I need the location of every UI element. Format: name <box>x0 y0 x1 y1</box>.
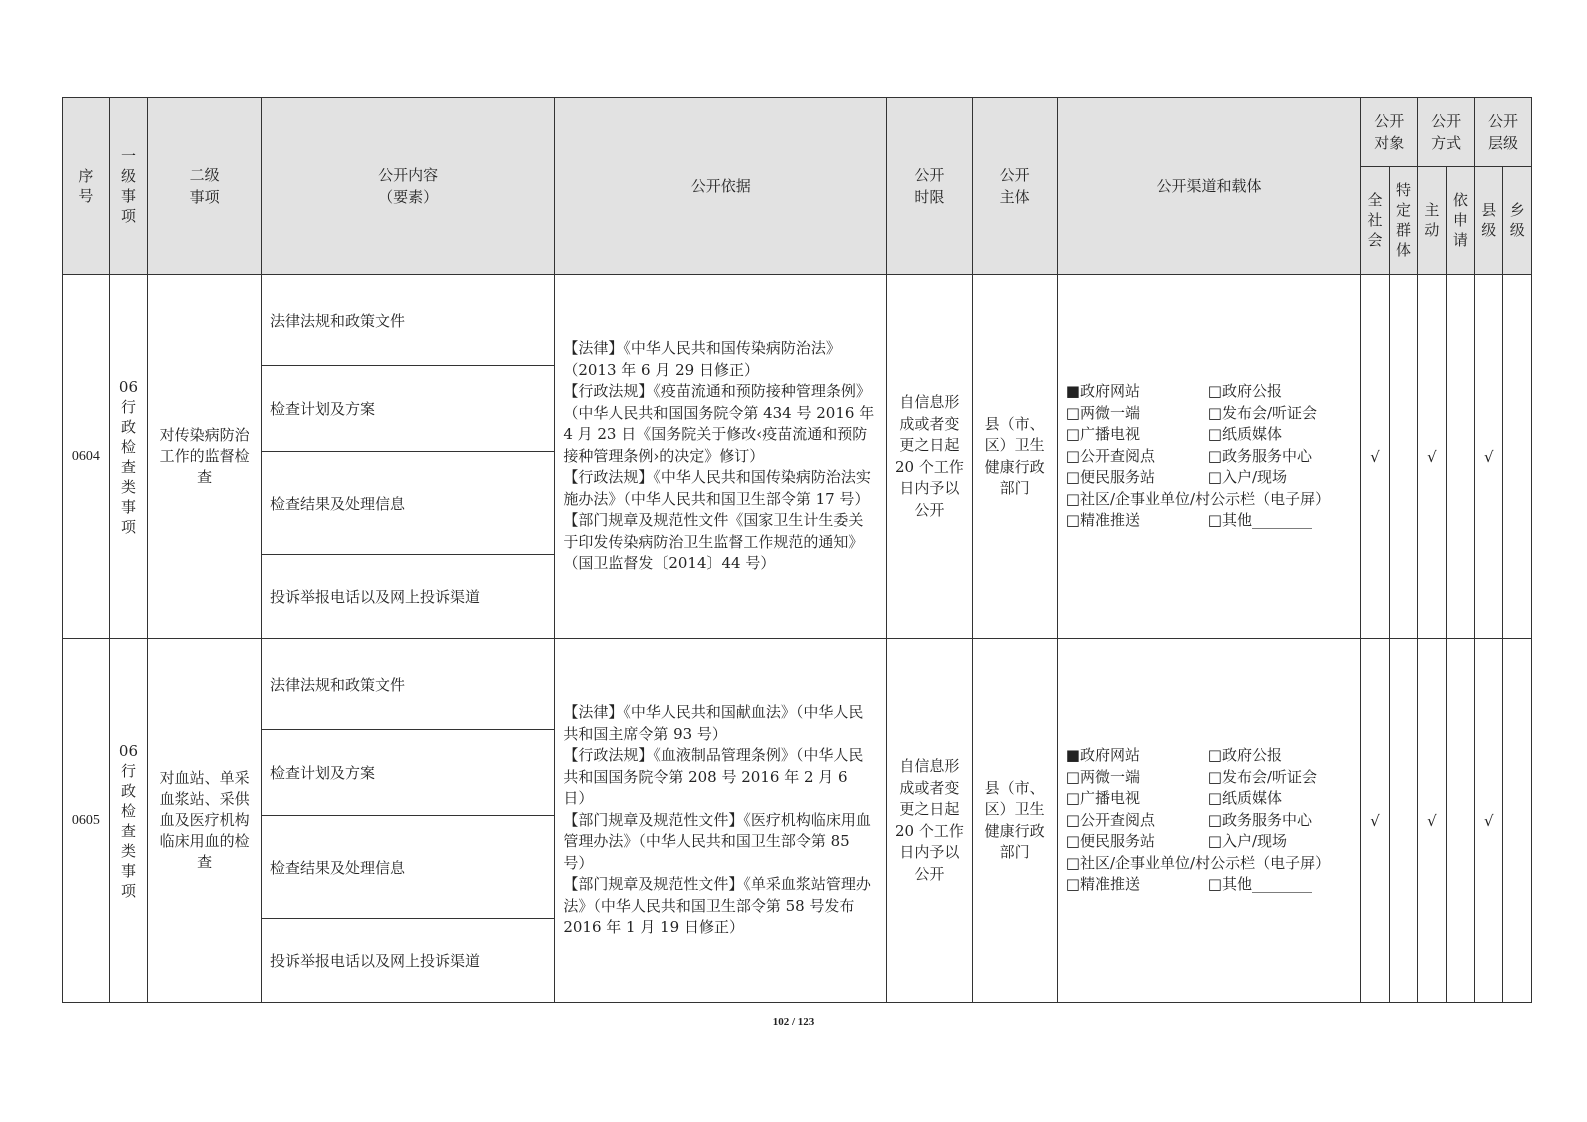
mark-township <box>1503 639 1532 1003</box>
header-basis: 公开依据 <box>555 98 887 275</box>
row-level2: 对血站、单采血浆站、采供血及医疗机构临床用血的检查 <box>148 639 262 1003</box>
header-on-request: 依申请 <box>1446 167 1474 275</box>
channel-option: □政府公报 <box>1207 382 1282 401</box>
channel-option: □入户/现场 <box>1207 832 1288 851</box>
mark-specific-group <box>1389 639 1417 1003</box>
header-object-group: 公开 对象 <box>1361 98 1418 167</box>
channel-option: □广播电视 <box>1065 425 1140 444</box>
page-number: 102 / 123 <box>772 1016 815 1028</box>
mark-all-society: √ <box>1361 275 1389 639</box>
content-item: 法律法规和政策文件 <box>261 275 554 366</box>
channel-option: □精准推送 <box>1065 511 1140 530</box>
content-item: 检查结果及处理信息 <box>261 452 554 555</box>
channel-option: □政务服务中心 <box>1207 810 1312 829</box>
mark-active: √ <box>1418 275 1446 639</box>
disclosure-table <box>62 97 1532 1003</box>
row-subject: 县（市、区）卫生健康行政部门 <box>972 275 1057 639</box>
mark-on-request <box>1446 639 1474 1003</box>
header-method-group: 公开 方式 <box>1418 98 1475 167</box>
mark-specific-group <box>1389 275 1417 639</box>
basis-text: 【法律】《中华人民共和国传染病防治法》（2013 年 6 月 29 日修正） 【行政法规】《疫苗流通和预防接种管理条例》（中华人民共和国国务院令第 434 号 2016 年 4 月 23 日《国务院关于修改‹疫苗流通和预防接种管理条例›的决定》修订） 【行政法规】《中华人民共和国传染病防治法实施办法》（中华人民共和国卫生部令第 17 号） 【部门规章及规范性文件《国家卫生计生委关于印发传染病防治卫生监督工作规范的通知》（国卫监督发〔2014〕44 号） <box>563 339 875 573</box>
row-level1: 06 行政检查类事项 <box>109 639 148 1003</box>
header-level-group: 公开 层级 <box>1475 98 1532 167</box>
content-item: 检查计划及方案 <box>261 730 554 816</box>
channel-option: □广播电视 <box>1065 789 1140 808</box>
row-channels <box>1057 275 1361 639</box>
header-all-society: 全社会 <box>1361 167 1389 275</box>
content-item: 检查结果及处理信息 <box>261 816 554 919</box>
channel-option: □发布会/听证会 <box>1207 767 1318 786</box>
channel-option: □政务服务中心 <box>1207 446 1312 465</box>
channel-option: □便民服务站 <box>1065 832 1155 851</box>
header-time-limit: 公开 时限 <box>887 98 972 275</box>
header-county: 县级 <box>1475 167 1503 275</box>
row-basis <box>555 639 887 1003</box>
basis-text: 【法律】《中华人民共和国献血法》（中华人民共和国主席令第 93 号） 【行政法规】《血液制品管理条例》（中华人民共和国国务院令第 208 号 2016 年 2 月 6 日） 【部门规章及规范性文件】《医疗机构临床用血管理办法》（中华人民共和国卫生部令第 85 号） 【部门规章及规范性文件】《单采血浆站管理办法》（中华人民共和国卫生部令第 58 号发布 2016 年 1 月 19 日修正） <box>563 703 871 937</box>
mark-county: √ <box>1475 639 1503 1003</box>
row-channels <box>1057 639 1361 1003</box>
row-level2: 对传染病防治工作的监督检查 <box>148 275 262 639</box>
channel-option: □其他________ <box>1207 875 1312 894</box>
channel-option: □社区/企事业单位/村公示栏（电子屏） <box>1065 489 1331 508</box>
row-seq: 0604 <box>63 275 110 639</box>
channel-option: □两微一端 <box>1065 403 1140 422</box>
table-row <box>63 639 1532 730</box>
mark-on-request <box>1446 275 1474 639</box>
row-subject: 县（市、区）卫生健康行政部门 <box>972 639 1057 1003</box>
header-specific-group: 特定群体 <box>1389 167 1417 275</box>
row-level1: 06 行政检查类事项 <box>109 275 148 639</box>
row-time-limit: 自信息形成或者变更之日起 20 个工作日内予以公开 <box>887 275 972 639</box>
header-level2: 二级 事项 <box>148 98 262 275</box>
channel-option: □纸质媒体 <box>1207 425 1282 444</box>
channel-option: □两微一端 <box>1065 767 1140 786</box>
header-active: 主动 <box>1418 167 1446 275</box>
channel-option: □入户/现场 <box>1207 468 1288 487</box>
channel-option: □社区/企事业单位/村公示栏（电子屏） <box>1065 853 1331 872</box>
channel-option: □便民服务站 <box>1065 468 1155 487</box>
mark-township <box>1503 275 1532 639</box>
channel-option: □其他________ <box>1207 511 1312 530</box>
channel-option: ■政府网站 <box>1065 382 1140 401</box>
header-level1: 一级事项 <box>109 98 148 275</box>
channel-option: ■政府网站 <box>1065 746 1140 765</box>
content-item: 法律法规和政策文件 <box>261 639 554 730</box>
channel-option: □公开查阅点 <box>1065 446 1155 465</box>
content-item: 检查计划及方案 <box>261 366 554 452</box>
header-content: 公开内容 （要素） <box>261 98 554 275</box>
channel-option: □政府公报 <box>1207 746 1282 765</box>
mark-active: √ <box>1418 639 1446 1003</box>
header-township: 乡级 <box>1503 167 1532 275</box>
content-item: 投诉举报电话以及网上投诉渠道 <box>261 919 554 1003</box>
header-subject: 公开 主体 <box>972 98 1057 275</box>
channel-option: □公开查阅点 <box>1065 810 1155 829</box>
header-seq: 序号 <box>63 98 110 275</box>
channel-option: □发布会/听证会 <box>1207 403 1318 422</box>
header-channels: 公开渠道和载体 <box>1057 98 1361 275</box>
channel-option: □纸质媒体 <box>1207 789 1282 808</box>
mark-county: √ <box>1475 275 1503 639</box>
table-row <box>63 275 1532 366</box>
mark-all-society: √ <box>1361 639 1389 1003</box>
row-time-limit: 自信息形成或者变更之日起 20 个工作日内予以公开 <box>887 639 972 1003</box>
content-item: 投诉举报电话以及网上投诉渠道 <box>261 555 554 639</box>
channel-option: □精准推送 <box>1065 875 1140 894</box>
row-basis <box>555 275 887 639</box>
row-seq: 0605 <box>63 639 110 1003</box>
